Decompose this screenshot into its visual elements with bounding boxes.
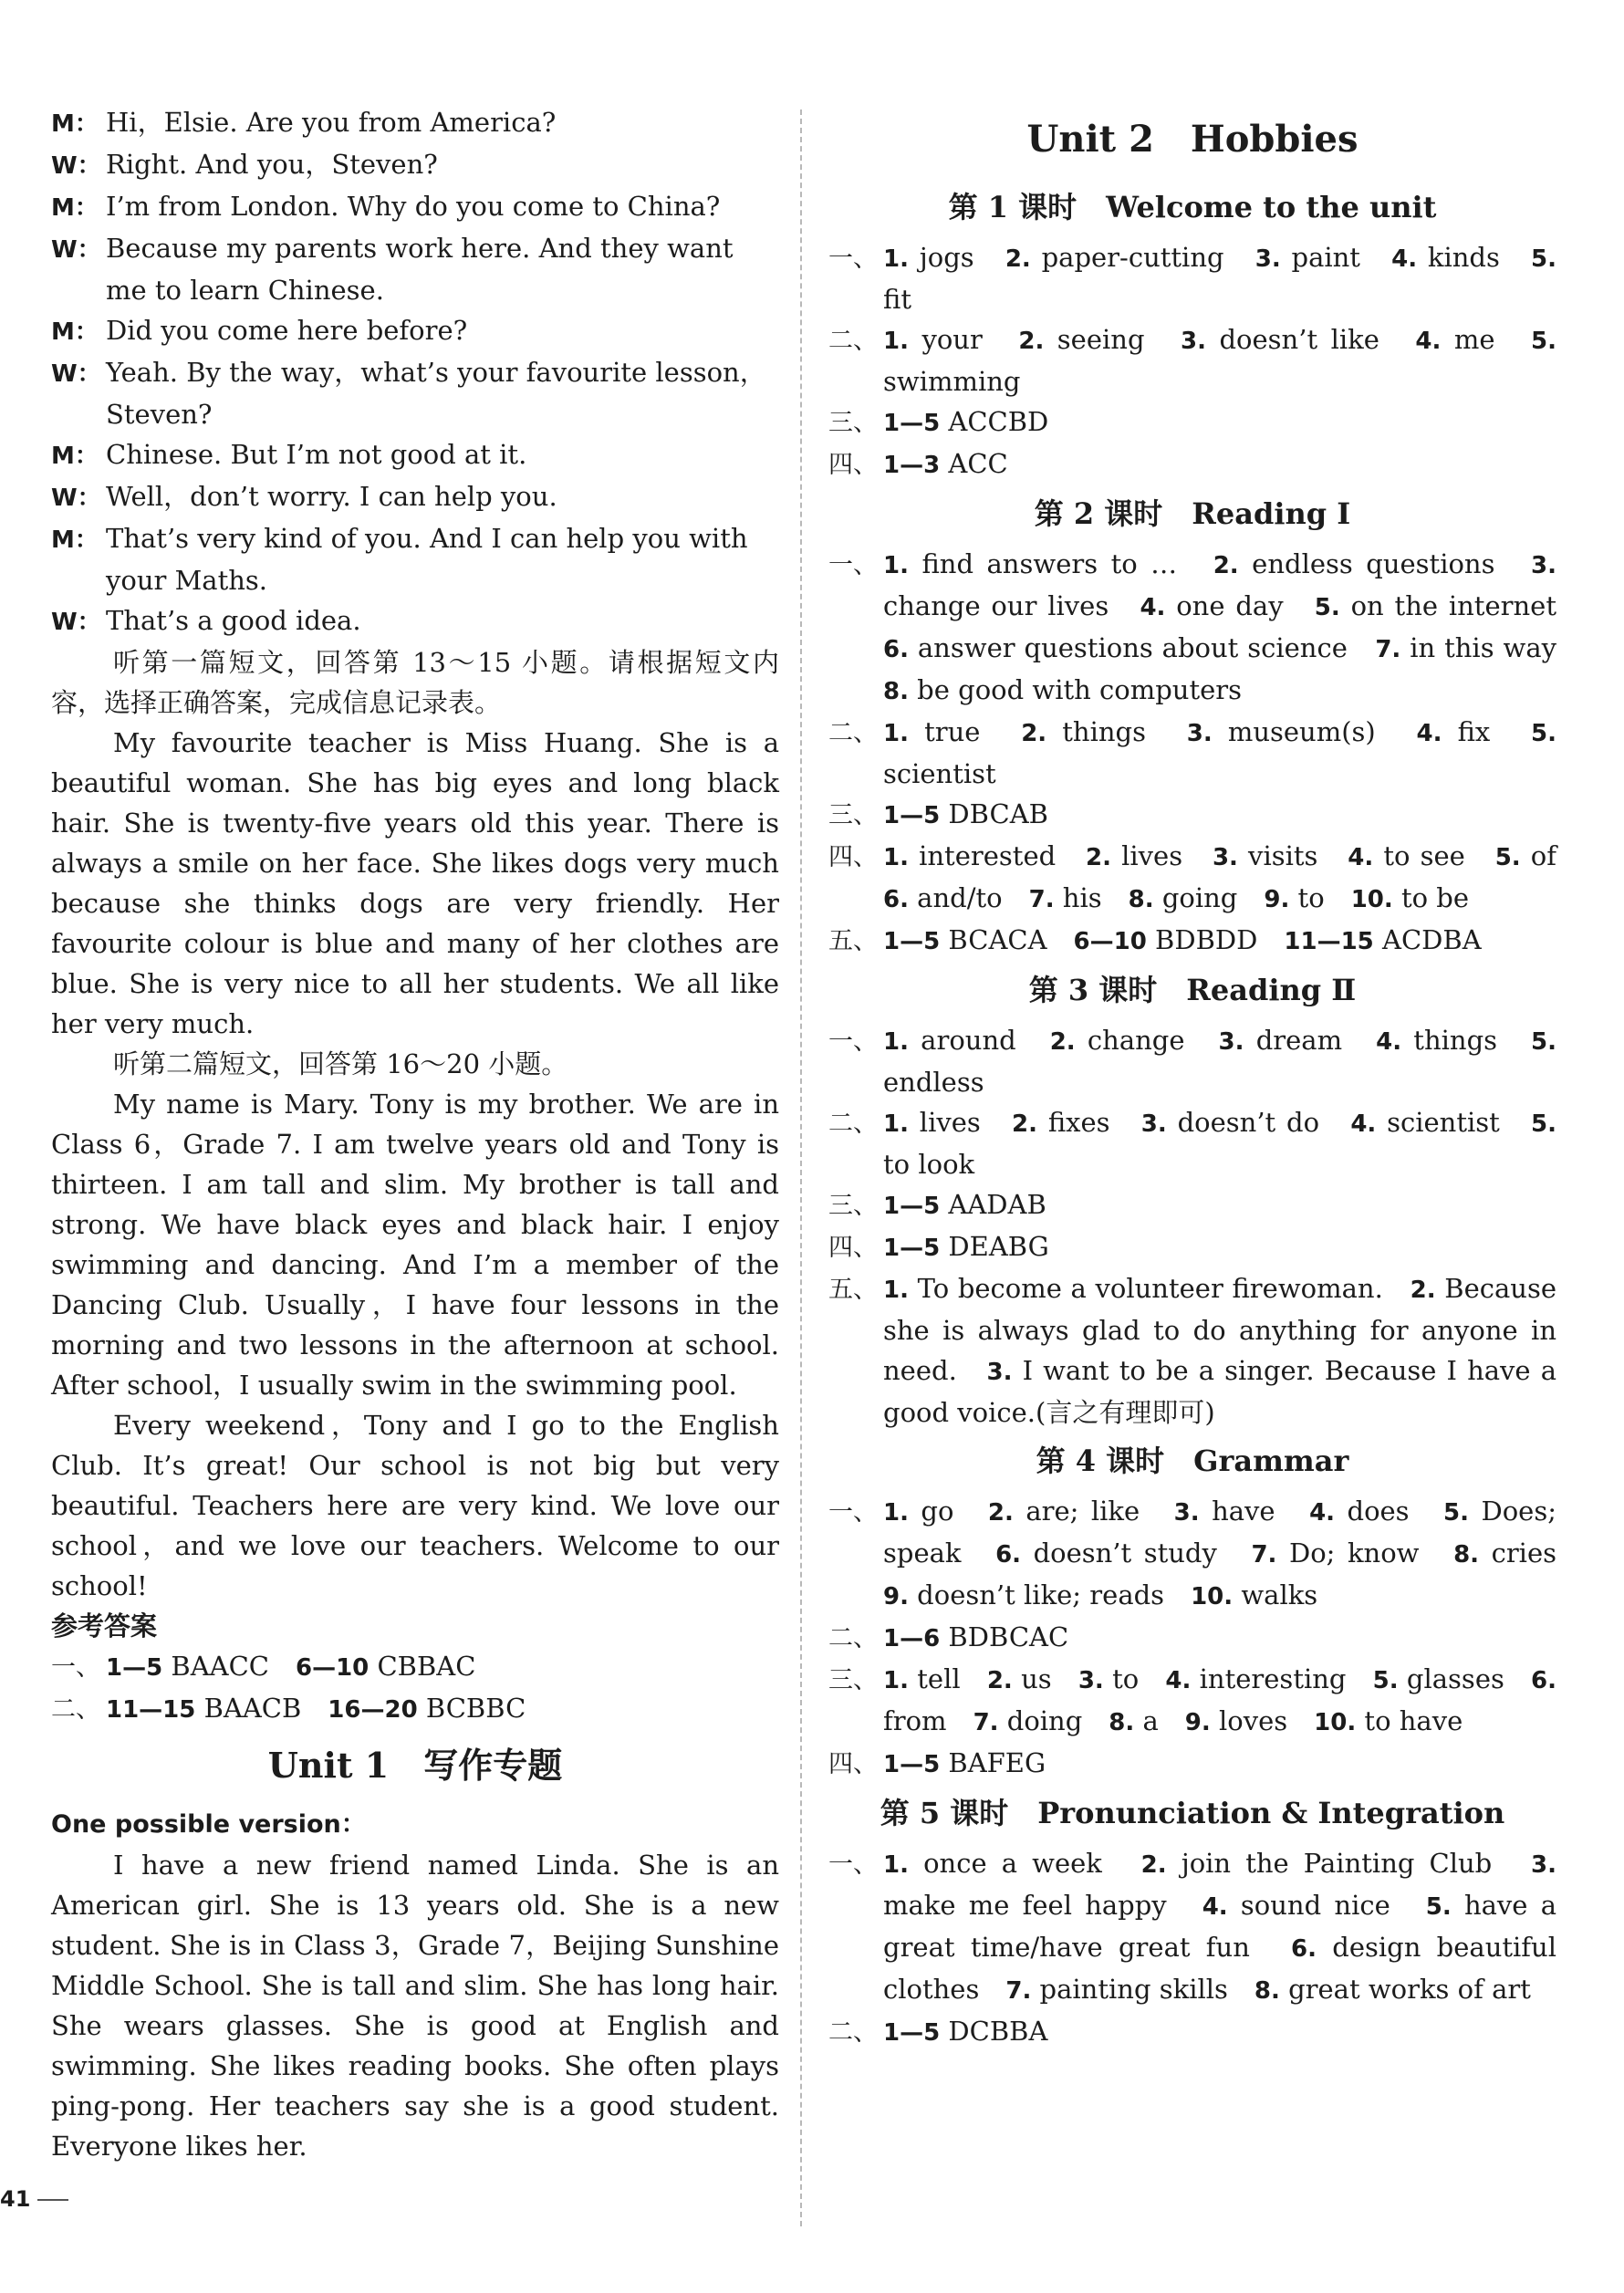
answer-row — [828, 836, 1584, 920]
answer-row — [828, 401, 1556, 443]
speaker-label: M： — [51, 443, 99, 470]
answer-text: endless questions — [1238, 548, 1532, 579]
answer-item-number: 1—5 — [883, 1235, 941, 1262]
answer-item-number: 3. — [1077, 1667, 1104, 1694]
answer-item-number: 4. — [1348, 844, 1374, 871]
answer-text: walks — [1233, 1579, 1318, 1610]
answer-section-number: 一、 — [828, 1027, 878, 1056]
answer-text: have a great time/have great fun — [883, 1890, 1556, 1963]
answer-row — [51, 1646, 779, 1688]
answer-row — [828, 920, 1556, 962]
answer-text: kinds — [1417, 242, 1532, 273]
answer-text: lives — [908, 1107, 1013, 1138]
answer-section-number: 一、 — [51, 1653, 100, 1682]
answer-text: true — [908, 716, 1022, 747]
answer-item-number: 2. — [987, 1499, 1014, 1527]
answer-text: one day — [1165, 590, 1315, 621]
answer-text: interested — [908, 840, 1087, 871]
answer-item-number: 3. — [1173, 1499, 1200, 1527]
unit1-title: Unit 1 写作专题 — [267, 1745, 563, 1786]
answer-item-number: 2. — [1005, 245, 1031, 273]
lesson-heading: 第 5 课时 Pronunciation & Integration — [880, 1796, 1505, 1830]
answer-text: doesn’t study — [1021, 1537, 1252, 1569]
answer-text: great works of art — [1279, 1974, 1531, 2005]
answer-text: CBBAC — [369, 1651, 476, 1682]
answer-item-number: 1—5 — [883, 802, 941, 829]
dialogue-text: Chinese. But I’m not good at it. — [106, 439, 527, 470]
speaker-label: M： — [51, 194, 99, 222]
answer-text: a — [1134, 1705, 1185, 1736]
answer-text: join the Painting Club — [1166, 1848, 1532, 1879]
answer-item-number: 2. — [1140, 1851, 1167, 1879]
answer-row — [828, 1843, 1556, 2011]
answer-text: your — [908, 324, 1019, 355]
lesson-heading: 第 1 课时 Welcome to the unit — [948, 190, 1437, 224]
answer-row — [828, 2011, 1556, 2053]
answer-item-number: 6. — [995, 1541, 1022, 1569]
answer-text: to see — [1373, 840, 1495, 871]
speaker-label: M： — [51, 318, 99, 346]
answer-item-number: 4. — [1140, 594, 1166, 621]
answer-text: fix — [1442, 716, 1532, 747]
answer-item-number: 2. — [1086, 844, 1111, 871]
instruction-1: 听第一篇短文，回答第 13～15 小题。请根据短文内容，选择正确答案，完成信息记录表。 — [51, 647, 779, 718]
answer-item-number: 10. — [1350, 886, 1393, 913]
speaker-label: W： — [51, 360, 101, 388]
answer-text: I want to be a singer. Because I have a good voice.(言之有理即可) — [883, 1355, 1556, 1428]
lesson-list — [828, 186, 1584, 2053]
answer-text: things — [1401, 1025, 1532, 1056]
answer-text: dream — [1244, 1025, 1377, 1056]
answer-text: going — [1153, 882, 1265, 913]
answer-text: to be — [1392, 882, 1470, 913]
answer-text: to have — [1356, 1705, 1463, 1736]
answer-item-number: 1—6 — [883, 1625, 941, 1652]
answer-section-number: 二、 — [828, 327, 878, 355]
dialogue-line — [51, 144, 779, 186]
answer-row — [828, 1268, 1556, 1433]
answer-item-number: 7. — [973, 1709, 999, 1736]
answer-item-number: 7. — [1251, 1541, 1277, 1569]
answer-item-number: 8. — [1453, 1541, 1480, 1569]
answer-item-number: 5. — [1372, 1667, 1399, 1694]
answer-item-number: 4. — [1416, 720, 1442, 747]
answer-text: doing — [998, 1705, 1109, 1736]
answer-item-number: 9. — [1264, 886, 1290, 913]
answer-text: cries — [1479, 1537, 1584, 1569]
answer-item-number: 6—10 — [295, 1654, 370, 1682]
dialogue-text: I’m from London. Why do you come to China? — [106, 191, 721, 222]
answer-item-number: 5. — [1425, 1893, 1452, 1921]
answer-item-number: 8. — [1254, 1977, 1280, 2005]
answer-row — [828, 544, 1584, 712]
answer-text: Because she is always glad to do anything for anyone in need. — [883, 1273, 1556, 1386]
answer-section-number: 四、 — [828, 1750, 878, 1778]
answer-text: paint — [1280, 242, 1392, 273]
dialogue-line — [51, 352, 779, 434]
answer-text: swimming — [883, 366, 1021, 397]
dialogue-text: Well，don’t worry. I can help you. — [106, 481, 557, 512]
dialogue-text: That’s a good idea. — [106, 605, 361, 636]
answer-text: of — [1520, 840, 1584, 871]
answer-section-number: 三、 — [828, 801, 878, 829]
answer-item-number: 3. — [986, 1359, 1013, 1386]
dialogue-line — [51, 476, 779, 518]
answer-item-number: 5. — [1531, 328, 1556, 355]
answer-text: change our lives — [883, 590, 1140, 621]
answer-section-number: 四、 — [828, 843, 878, 871]
answer-item-number: 1. — [883, 245, 909, 273]
answer-item-number: 1. — [883, 1277, 909, 1304]
sample-essay: I have a new friend named Linda. She is an American girl. She is 13 years old. She is a new student. She is in Class 3，Grade 7，Beijing Sunshine Middle School. She is tall and slim. She has long hair. She wears glasses. She is good at English and swimming. She likes reading books. She often plays ping-pong. Her teachers say she is a good student. Everyone likes her. — [51, 1850, 779, 2162]
answer-item-number: 5. — [1531, 720, 1556, 747]
dialogue — [51, 102, 779, 642]
answer-item-number: 6—10 — [1073, 928, 1147, 955]
answer-text: design beautiful clothes — [883, 1932, 1556, 2005]
answer-item-number: 1. — [883, 1028, 909, 1056]
answer-text: To become a volunteer firewoman. — [908, 1273, 1411, 1304]
answer-item-number: 11—15 — [106, 1696, 196, 1724]
answer-item-number: 10. — [1314, 1709, 1357, 1736]
answer-text: tell — [908, 1663, 987, 1694]
answer-text: us — [1012, 1663, 1078, 1694]
answer-item-number: 8. — [1128, 886, 1154, 913]
speaker-label: W： — [51, 236, 101, 264]
dialogue-text: That’s very kind of you. And I can help you with your Maths. — [106, 523, 748, 596]
answer-text: find answers to … — [908, 548, 1213, 579]
sample-label: One possible version： — [51, 1810, 366, 1839]
answer-item-number: 3. — [1531, 1851, 1556, 1879]
answer-section-number: 二、 — [828, 1624, 878, 1652]
answer-item-number: 7. — [1028, 886, 1055, 913]
dialogue-line — [51, 228, 779, 310]
answer-text: his — [1054, 882, 1129, 913]
answer-item-number: 2. — [1018, 328, 1045, 355]
answer-item-number: 3. — [1186, 720, 1213, 747]
answer-item-number: 2. — [1410, 1277, 1436, 1304]
answer-row — [828, 319, 1556, 401]
lesson-heading: 第 3 课时 Reading Ⅱ — [1028, 973, 1357, 1007]
dialogue-text: Yeah. By the way，what’s your favourite lesson，Steven? — [106, 357, 766, 430]
answer-text: BAACC — [162, 1651, 296, 1682]
answer-item-number: 1. — [883, 1110, 909, 1138]
answer-text: ACCBD — [940, 406, 1049, 437]
answer-text: paper-cutting — [1030, 242, 1255, 273]
answer-item-number: 1. — [883, 1499, 909, 1527]
answer-item-number: 3. — [1140, 1110, 1167, 1138]
answer-item-number: 8. — [1109, 1709, 1135, 1736]
answer-item-number: 2. — [1012, 1110, 1037, 1138]
answer-item-number: 3. — [1531, 552, 1556, 579]
answer-row — [828, 794, 1556, 836]
answer-section-number: 三、 — [828, 1666, 878, 1694]
answer-section-number: 四、 — [828, 451, 878, 479]
answer-text: ACC — [940, 448, 1008, 479]
answer-item-number: 1. — [883, 1667, 909, 1694]
instruction-2: 听第二篇短文，回答第 16～20 小题。 — [113, 1048, 568, 1079]
answer-section-number: 二、 — [828, 1110, 878, 1138]
answer-text: be good with computers — [908, 674, 1243, 705]
answer-item-number: 4. — [1350, 1110, 1377, 1138]
answer-text: loves — [1210, 1705, 1315, 1736]
answer-text: BDBCAC — [940, 1621, 1069, 1652]
answer-item-number: 1—5 — [883, 410, 941, 437]
answer-item-number: 5. — [1531, 1028, 1556, 1056]
answer-text: BAFEG — [940, 1747, 1046, 1778]
answer-text: museum(s) — [1212, 716, 1417, 747]
answer-item-number: 10. — [1191, 1583, 1234, 1610]
answer-text: and/to — [908, 882, 1029, 913]
answer-section-number: 一、 — [828, 551, 878, 579]
speaker-label: W： — [51, 609, 101, 636]
answer-item-number: 11—15 — [1284, 928, 1374, 955]
column-divider — [800, 109, 802, 2226]
lesson-heading: 第 2 课时 Reading Ⅰ — [1034, 496, 1351, 531]
answer-item-number: 5. — [1443, 1499, 1470, 1527]
answer-section-number: 五、 — [828, 1276, 878, 1304]
answer-item-number: 5. — [1494, 844, 1521, 871]
answer-text: on the internet — [1339, 590, 1583, 621]
answer-text: once a week — [908, 1848, 1141, 1879]
answer-row — [828, 1184, 1556, 1226]
answer-text: doesn’t do — [1166, 1107, 1351, 1138]
answer-item-number: 16—20 — [328, 1696, 418, 1724]
unit2-title: Unit 2 Hobbies — [1026, 118, 1359, 161]
answer-item-number: 7. — [1005, 1977, 1032, 2005]
answer-text: painting skills — [1031, 1974, 1254, 2005]
dialogue-line — [51, 518, 779, 600]
answer-section-number: 二、 — [828, 2018, 878, 2047]
answer-item-number: 6. — [883, 886, 909, 913]
answer-item-number: 1. — [883, 328, 909, 355]
answer-text: fit — [883, 284, 911, 315]
answer-item-number: 3. — [1212, 844, 1238, 871]
answer-text: seeing — [1044, 324, 1182, 355]
answer-section-number: 二、 — [51, 1695, 100, 1724]
lesson-heading: 第 4 课时 Grammar — [1036, 1444, 1349, 1478]
answer-section-number: 一、 — [828, 245, 878, 273]
answer-row — [828, 237, 1556, 319]
answer-item-number: 4. — [1165, 1667, 1192, 1694]
answer-item-number: 2. — [1049, 1028, 1076, 1056]
answer-row — [828, 1659, 1556, 1743]
answer-text: make me feel happy — [883, 1890, 1202, 1921]
answer-text: are; like — [1013, 1496, 1174, 1527]
answer-text: lives — [1110, 840, 1213, 871]
answer-section-number: 二、 — [828, 719, 878, 747]
answer-text: scientist — [1376, 1107, 1532, 1138]
dialogue-text: Because my parents work here. And they want me to learn Chinese. — [106, 233, 734, 306]
answer-item-number: 2. — [1021, 720, 1047, 747]
page-number — [0, 2186, 68, 2212]
answer-item-number: 5. — [1531, 1110, 1557, 1138]
answer-text: sound nice — [1227, 1890, 1426, 1921]
answer-text: me — [1441, 324, 1532, 355]
answer-text: fixes — [1036, 1107, 1141, 1138]
answer-text: interesting — [1191, 1663, 1373, 1694]
answer-item-number: 4. — [1391, 245, 1418, 273]
answer-item-number: 4. — [1415, 328, 1442, 355]
answer-row — [828, 1020, 1556, 1102]
answer-item-number: 4. — [1202, 1893, 1228, 1921]
answer-text: DEABG — [940, 1231, 1049, 1262]
answer-item-number: 9. — [883, 1583, 909, 1610]
answer-text: ACDBA — [1373, 924, 1482, 955]
answer-text: glasses — [1398, 1663, 1532, 1694]
answer-row — [828, 443, 1556, 485]
answer-item-number: 1—5 — [883, 1751, 941, 1778]
answer-row — [828, 1226, 1556, 1268]
dialogue-text: Hi，Elsie. Are you from America? — [106, 107, 557, 138]
answer-row — [51, 1688, 779, 1730]
answer-item-number: 4. — [1376, 1028, 1402, 1056]
answer-section-number: 五、 — [828, 927, 878, 955]
answer-item-number: 9. — [1184, 1709, 1211, 1736]
answer-text: have — [1199, 1496, 1310, 1527]
answer-text: change — [1075, 1025, 1219, 1056]
answer-text: go — [908, 1496, 988, 1527]
dialogue-text: Did you come here before? — [106, 315, 468, 346]
answer-item-number: 7. — [1375, 636, 1401, 663]
answer-text: to look — [883, 1149, 975, 1180]
passage-1: My favourite teacher is Miss Huang. She is a beautiful woman. She has big eyes and long black hair. She is twenty-five years old this year. There is always a smile on her face. She likes dogs very much because she thinks dogs are very friendly. Her favourite colour is blue and many of her clothes are blue. She is very nice to all her students. We all like her very much. — [51, 727, 779, 1039]
answer-text: BAACB — [195, 1693, 328, 1724]
answer-text: scientist — [883, 758, 996, 789]
answer-item-number: 1—5 — [883, 928, 941, 955]
answer-item-number: 1—5 — [883, 1193, 941, 1220]
answer-item-number: 3. — [1254, 245, 1281, 273]
answer-text: visits — [1237, 840, 1348, 871]
answer-text: DCBBA — [940, 2016, 1048, 2047]
answer-text: in this way — [1400, 632, 1584, 663]
answer-text: doesn’t like; reads — [908, 1579, 1192, 1610]
dialogue-line — [51, 600, 779, 642]
answer-item-number: 1—5 — [883, 2019, 941, 2047]
answer-item-number: 1. — [883, 720, 909, 747]
answer-text: from — [883, 1705, 973, 1736]
answer-row — [828, 1491, 1584, 1617]
answer-text: things — [1046, 716, 1187, 747]
dialogue-text: Right. And you，Steven? — [106, 149, 438, 180]
answer-section-number: 三、 — [828, 409, 878, 437]
answer-item-number: 2. — [986, 1667, 1013, 1694]
answer-item-number: 2. — [1213, 552, 1239, 579]
answer-item-number: 5. — [1531, 245, 1556, 273]
answer-text: does — [1335, 1496, 1444, 1527]
answer-item-number: 6. — [1291, 1935, 1317, 1963]
answer-text: jogs — [908, 242, 1005, 273]
answer-item-number: 8. — [883, 678, 909, 705]
dialogue-line — [51, 310, 779, 352]
answer-item-number: 1. — [883, 844, 909, 871]
answer-text: to — [1103, 1663, 1166, 1694]
answer-item-number: 3. — [1181, 328, 1207, 355]
answer-text: Do; know — [1276, 1537, 1454, 1569]
answer-section-number: 一、 — [828, 1498, 878, 1527]
answer-item-number: 1—3 — [883, 452, 941, 479]
dialogue-line — [51, 102, 779, 144]
answers-heading: 参考答案 — [51, 1610, 158, 1642]
answer-item-number: 6. — [1531, 1667, 1556, 1694]
answer-text: to — [1289, 882, 1351, 913]
answer-text: Does; speak — [883, 1496, 1556, 1569]
dialogue-line — [51, 186, 779, 228]
answer-text: answer questions about science — [908, 632, 1376, 663]
speaker-label: W： — [51, 152, 101, 180]
speaker-label: M： — [51, 526, 99, 554]
answer-item-number: 6. — [883, 636, 909, 663]
answer-text: doesn’t like — [1206, 324, 1416, 355]
answer-section-number: 一、 — [828, 1850, 878, 1879]
dialogue-line — [51, 434, 779, 476]
answer-text: BCBBC — [417, 1693, 526, 1724]
right-column — [828, 102, 1584, 2053]
answer-section-number: 四、 — [828, 1234, 878, 1262]
answer-item-number: 1—5 — [106, 1654, 163, 1682]
answer-item-number: 3. — [1218, 1028, 1244, 1056]
answer-item-number: 1. — [883, 1851, 909, 1879]
answer-item-number: 4. — [1309, 1499, 1336, 1527]
answer-text: endless — [883, 1067, 984, 1098]
page-number-dash — [37, 2199, 68, 2201]
answer-key — [51, 1646, 779, 1730]
answer-item-number: 1. — [883, 552, 909, 579]
passage-2a: My name is Mary. Tony is my brother. We are in Class 6，Grade 7. I am twelve years old and Tony is thirteen. I am tall and slim. My brother is tall and strong. We have black eyes and black hair. I enjoy swimming and dancing. And I’m a member of the Dancing Club. Usually，I have four lessons in the morning and two lessons in the afternoon at school. After school，I usually swim in the swimming pool. — [51, 1089, 779, 1401]
answer-text: BDBDD — [1146, 924, 1285, 955]
answer-section-number: 三、 — [828, 1192, 878, 1220]
page-number-text: 41 — [0, 2186, 31, 2212]
speaker-label: M： — [51, 110, 99, 138]
answer-text: BCACA — [940, 924, 1074, 955]
answer-item-number: 5. — [1314, 594, 1340, 621]
passage-2b: Every weekend，Tony and I go to the English Club. It’s great! Our school is not big but very beautiful. Teachers here are very kind. We love our school，and we love our teachers. Welcome to our school! — [51, 1410, 779, 1601]
answer-row — [828, 1102, 1556, 1184]
answer-text: DBCAB — [940, 798, 1048, 829]
answer-row — [828, 712, 1556, 794]
answer-text: AADAB — [940, 1189, 1046, 1220]
speaker-label: W： — [51, 485, 101, 512]
answer-row — [828, 1617, 1556, 1659]
left-column — [51, 102, 779, 2166]
answer-row — [828, 1743, 1556, 1785]
answer-text: around — [908, 1025, 1050, 1056]
